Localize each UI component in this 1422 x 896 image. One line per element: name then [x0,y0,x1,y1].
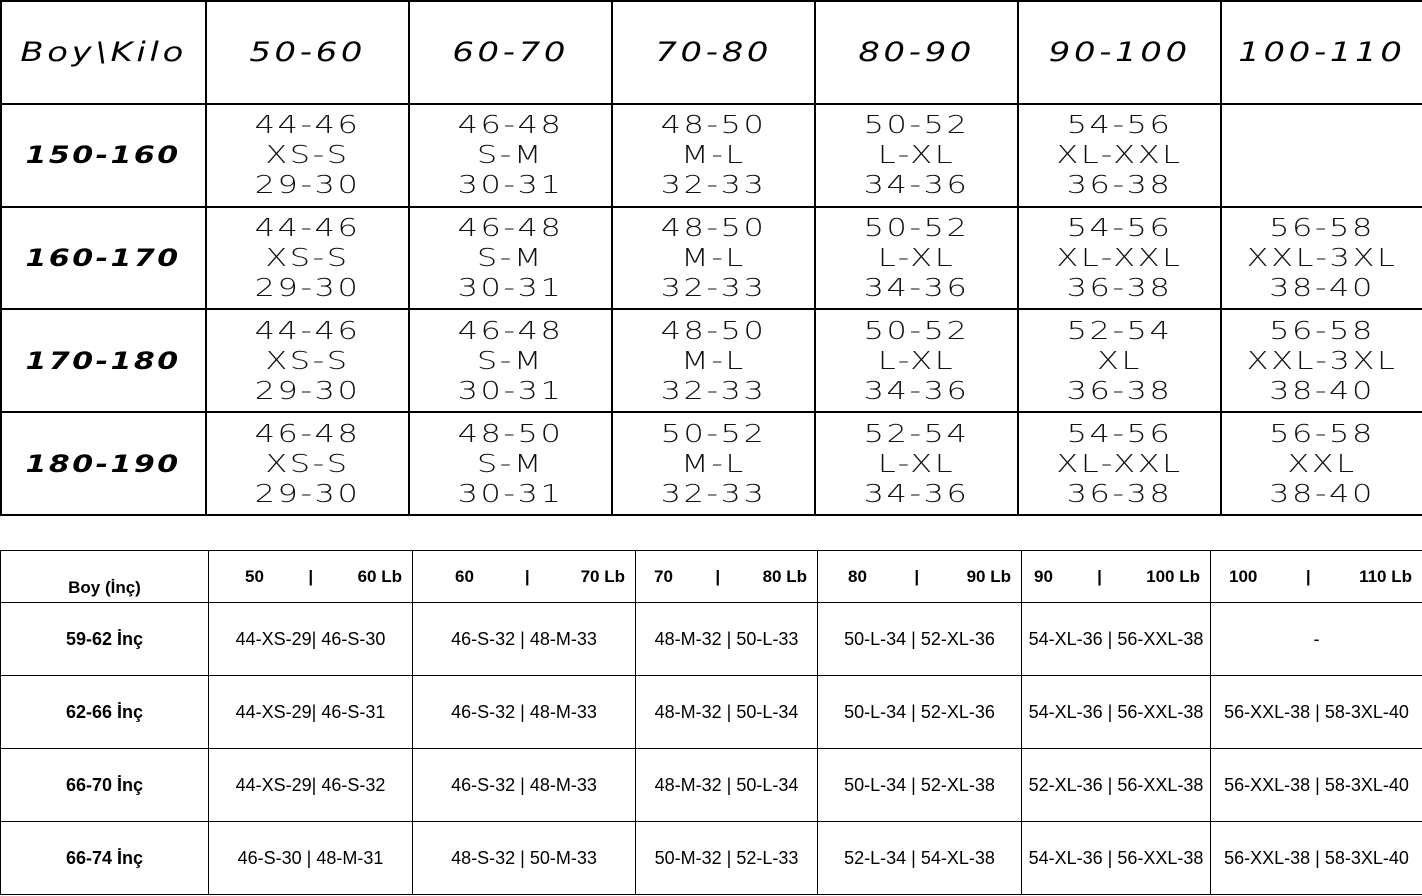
imperial-size-cell: 56-XXL-38 | 58-3XL-40 [1211,676,1422,749]
metric-size-cell: 46-48 S-M 30-31 [409,207,612,310]
imperial-size-cell: 54-XL-36 | 56-XXL-38 [1022,822,1211,895]
metric-row-header: 180-190 [1,412,206,515]
metric-table-row [1,309,1422,412]
imperial-size-cell: 50-L-34 | 52-XL-36 [818,676,1022,749]
imperial-col-header: 80 | 90 Lb [818,551,1022,603]
metric-size-cell: 46-48 S-M 30-31 [409,104,612,207]
imperial-table-row [1,822,1422,895]
metric-row-header: 160-170 [1,207,206,310]
metric-col-header: 50-60 [206,1,409,104]
imperial-size-cell: 50-L-34 | 52-XL-36 [818,603,1022,676]
metric-size-cell: 54-56 XL-XXL 36-38 [1018,104,1221,207]
metric-size-cell: 54-56 XL-XXL 36-38 [1018,412,1221,515]
imperial-size-cell: 52-L-34 | 54-XL-38 [818,822,1022,895]
metric-size-cell: 46-48 XS-S 29-30 [206,412,409,515]
imperial-size-cell: 56-XXL-38 | 58-3XL-40 [1211,749,1422,822]
imperial-size-cell: 48-M-32 | 50-L-34 [636,749,818,822]
imperial-size-cell: 44-XS-29| 46-S-32 [209,749,413,822]
metric-size-cell: 48-50 S-M 30-31 [409,412,612,515]
metric-size-cell: 52-54 XL 36-38 [1018,309,1221,412]
metric-size-cell: 44-46 XS-S 29-30 [206,104,409,207]
metric-col-header: 80-90 [815,1,1018,104]
imperial-size-cell: 50-M-32 | 52-L-33 [636,822,818,895]
imperial-size-cell: 48-M-32 | 50-L-34 [636,676,818,749]
metric-size-cell: 56-58 XXL-3XL 38-40 [1221,207,1422,310]
metric-size-cell: 48-50 M-L 32-33 [612,309,815,412]
metric-col-header: 70-80 [612,1,815,104]
imperial-size-cell: 46-S-32 | 48-M-33 [413,603,636,676]
imperial-col-header: 90 | 100 Lb [1022,551,1211,603]
imperial-row-header: 66-70 İnç [1,749,209,822]
metric-size-cell: 56-58 XXL 38-40 [1221,412,1422,515]
metric-table-row [1,104,1422,207]
metric-table-row [1,207,1422,310]
imperial-size-cell: 54-XL-36 | 56-XXL-38 [1022,603,1211,676]
metric-header-row [1,1,1422,104]
imperial-col-header: 100 | 110 Lb [1211,551,1422,603]
imperial-size-table [0,550,1422,895]
imperial-size-cell: 48-M-32 | 50-L-33 [636,603,818,676]
metric-col-header: 60-70 [409,1,612,104]
metric-col-header: 90-100 [1018,1,1221,104]
imperial-size-cell: 46-S-32 | 48-M-33 [413,749,636,822]
metric-size-cell: 50-52 M-L 32-33 [612,412,815,515]
metric-empty-cell [1221,104,1422,207]
metric-table-row [1,412,1422,515]
metric-size-cell: 50-52 L-XL 34-36 [815,104,1018,207]
metric-size-cell: 48-50 M-L 32-33 [612,207,815,310]
imperial-size-cell: 54-XL-36 | 56-XXL-38 [1022,676,1211,749]
imperial-size-cell: 44-XS-29| 46-S-31 [209,676,413,749]
imperial-size-cell: 46-S-30 | 48-M-31 [209,822,413,895]
imperial-col-header: 50 | 60 Lb [209,551,413,603]
imperial-size-cell: - [1211,603,1422,676]
imperial-col-header: 60 | 70 Lb [413,551,636,603]
metric-row-header: 170-180 [1,309,206,412]
imperial-size-cell: 56-XXL-38 | 58-3XL-40 [1211,822,1422,895]
metric-size-cell: 44-46 XS-S 29-30 [206,309,409,412]
imperial-size-cell: 48-S-32 | 50-M-33 [413,822,636,895]
imperial-col-header: 70 | 80 Lb [636,551,818,603]
metric-size-cell: 46-48 S-M 30-31 [409,309,612,412]
metric-size-cell: 52-54 L-XL 34-36 [815,412,1018,515]
imperial-row-header: 59-62 İnç [1,603,209,676]
imperial-table-row [1,603,1422,676]
imperial-size-cell: 52-XL-36 | 56-XXL-38 [1022,749,1211,822]
metric-size-cell: 56-58 XXL-3XL 38-40 [1221,309,1422,412]
imperial-header-row [1,551,1422,603]
imperial-size-cell: 44-XS-29| 46-S-30 [209,603,413,676]
metric-size-cell: 50-52 L-XL 34-36 [815,309,1018,412]
metric-size-cell: 50-52 L-XL 34-36 [815,207,1018,310]
imperial-size-cell: 46-S-32 | 48-M-33 [413,676,636,749]
imperial-table-row [1,676,1422,749]
metric-row-header: 150-160 [1,104,206,207]
imperial-size-cell: 50-L-34 | 52-XL-38 [818,749,1022,822]
imperial-corner-header: Boy (İnç) [1,551,209,603]
imperial-row-header: 62-66 İnç [1,676,209,749]
imperial-row-header: 66-74 İnç [1,822,209,895]
metric-size-cell: 44-46 XS-S 29-30 [206,207,409,310]
metric-size-cell: 54-56 XL-XXL 36-38 [1018,207,1221,310]
metric-col-header: 100-110 [1221,1,1422,104]
imperial-table-row [1,749,1422,822]
metric-corner-header: Boy\Kilo [1,1,206,104]
metric-size-cell: 48-50 M-L 32-33 [612,104,815,207]
